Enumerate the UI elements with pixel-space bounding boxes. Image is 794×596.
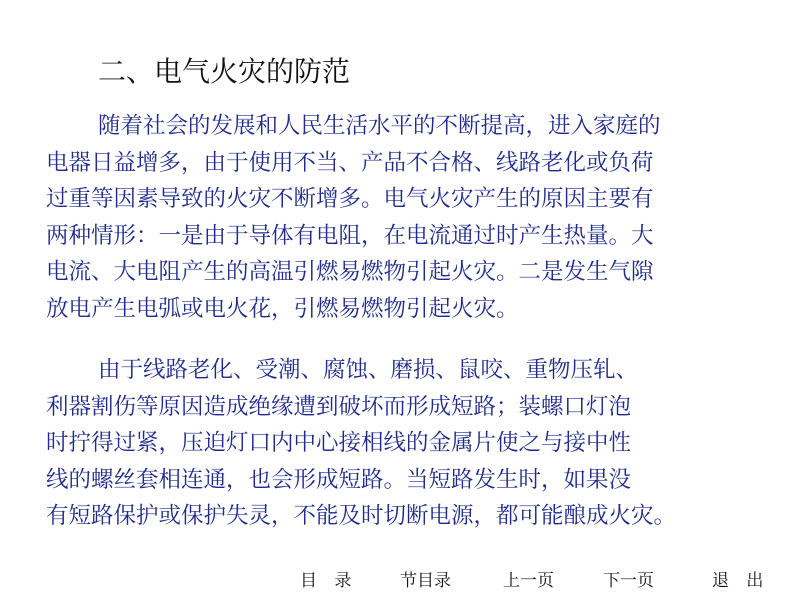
text-line: 有短路保护或保护失灵，不能及时切断电源，都可能酿成火灾。 [46,503,677,529]
text-line: 电流、大电阻产生的高温引燃易燃物引起火灾。二是发生气隙 [46,259,654,285]
paragraph-short-circuit [46,352,676,535]
text-line: 利器割伤等原因造成绝缘遭到破坏而形成短路；装螺口灯泡 [46,393,632,420]
text-line: 时拧得过紧，压迫灯口内中心接相线的金属片使之与接中性 [46,430,632,456]
previous-page-button[interactable]: 上一页 [503,571,554,591]
text-line: 线的螺丝套相连通，也会形成短路。当短路发生时，如果没 [46,466,632,493]
paragraph-fire-causes [46,108,661,327]
text-line: 由于线路老化、受潮、腐蚀、磨损、鼠咬、重物压轧、 [98,357,639,383]
page-title: 二、电气火灾的防范 [98,55,351,88]
bottom-navigation [0,566,794,590]
text-line: 放电产生电弧或电火花，引燃易燃物引起火灾。 [46,295,519,322]
text-line: 过重等因素导致的火灾不断增多。电气火灾产生的原因主要有 [46,186,654,212]
contents-button[interactable]: 目 录 [300,571,358,591]
exit-button[interactable]: 退 出 [712,571,770,591]
text-line: 两种情形：一是由于导体有电阻，在电流通过时产生热量。大 [46,222,654,249]
text-line: 随着社会的发展和人民生活水平的不断提高，进入家庭的 [98,113,661,139]
section-contents-button[interactable]: 节目录 [400,571,451,591]
text-line: 电器日益增多，由于使用不当、产品不合格、线路老化或负荷 [46,149,654,176]
next-page-button[interactable]: 下一页 [603,571,654,591]
